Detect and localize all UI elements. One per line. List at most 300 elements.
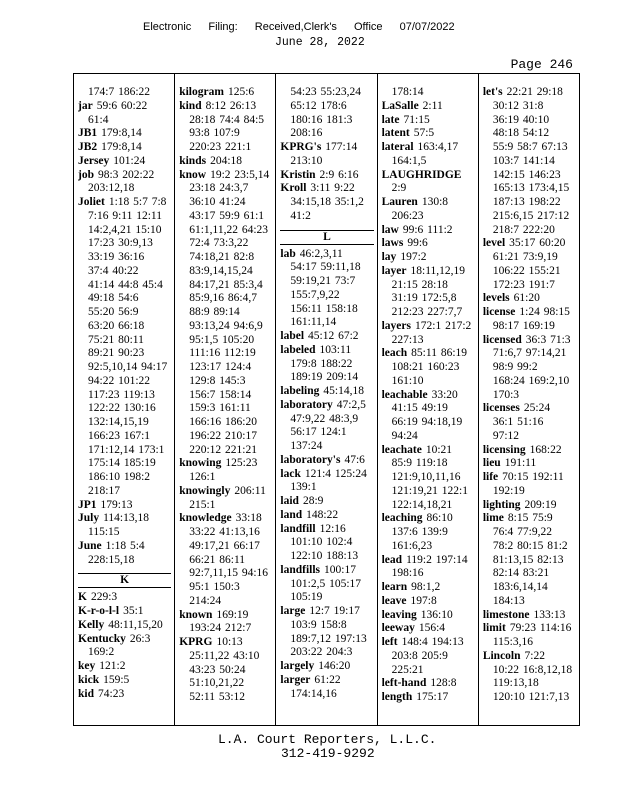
index-entry-continuation [280,155,373,169]
page-line-refs: 82:14 83:21 [492,567,550,580]
index-entry [483,622,576,636]
page-line-refs: 206:23 [391,209,424,222]
page-line-refs: 10:13 [216,636,243,648]
page-line-refs: 179:8 188:22 [290,357,353,370]
index-entry-continuation [179,595,272,609]
page-line-refs: 169:2 [88,646,115,659]
index-term: landfills [280,563,321,576]
index-term: knowingly [179,484,231,497]
index-entry [179,512,272,526]
index-entry-continuation [78,526,171,540]
page-line-refs: 114:13,18 [103,512,149,525]
index-column-1 [74,74,174,725]
index-term: July [78,512,100,525]
page-line-refs: 41:14 44:8 45:4 [88,278,163,291]
page-line-refs: 192:19 [492,484,525,497]
index-entry-continuation [280,196,373,210]
page-line-refs: 179:13 [100,498,133,511]
index-entry-continuation [382,334,475,348]
index-term: Jersey [78,154,110,167]
page-number: Page 246 [510,57,573,72]
page-line-refs: 229:3 [90,591,118,604]
index-entry-continuation [78,485,171,499]
index-entry [78,605,171,619]
footer-company: L.A. Court Reporters, L.L.C. [218,732,437,747]
page-line-refs: 137:24 [290,440,323,452]
index-entry-continuation [483,375,576,389]
index-term: latent [381,127,410,140]
index-entry-continuation [78,279,171,293]
page-line-refs: 36:1 51:16 [492,416,544,428]
page-line-refs: 7:16 9:11 12:11 [88,209,162,222]
index-term: licenses [482,402,520,415]
index-entry-continuation [78,251,171,265]
index-entry-continuation [179,320,272,334]
index-entry-continuation [179,430,272,444]
index-entry-continuation [179,265,272,279]
index-entry-continuation [382,402,475,416]
page-line-refs: 45:14,18 [323,385,364,397]
page-line-refs: 108:21 160:23 [391,361,460,373]
page-line-refs: 34:15,18 35:1,2 [290,196,364,208]
index-term: lieu [482,457,501,470]
index-entry [483,457,576,471]
page-line-refs: 95:1,5 105:20 [189,333,255,346]
index-entry [382,114,475,128]
index-entry [382,196,475,210]
page-line-refs: 203:22 204:3 [290,646,353,659]
page-line-refs: 121:9,10,11,16 [391,471,461,483]
page-line-refs: 175:14 185:19 [88,457,156,470]
page-line-refs: 92:5,10,14 94:17 [88,361,168,373]
index-entry-continuation [382,375,475,389]
page-line-refs: 45:12 67:2 [308,330,359,342]
page-line-refs: 196:22 210:17 [189,429,257,442]
page-line-refs: 93:8 107:9 [189,127,240,140]
index-entry-continuation [483,526,576,540]
index-term: Kelly [78,618,105,631]
page-line-refs: 171:12,14 173:1 [88,443,165,456]
page-line-refs: 8:12 26:13 [205,99,257,112]
page-line-refs: 117:23 119:13 [88,388,155,401]
page-line-refs: 206:11 [234,484,266,497]
index-entry [280,344,373,358]
index-entry-continuation [78,554,171,568]
letter-heading: L [280,230,373,245]
index-entry-continuation [179,622,272,636]
index-entry [280,509,373,523]
index-entry-continuation [179,540,272,554]
page-line-refs: 139:1 [290,481,317,494]
index-entry [483,402,576,416]
index-term: lime [482,512,504,525]
page-line-refs: 103:9 158:8 [290,618,347,631]
page-line-refs: 78:2 80:15 81:2 [492,539,568,552]
page-line-refs: 122:22 130:16 [88,402,156,415]
index-entry-continuation [280,550,373,564]
index-term: layers [381,319,411,332]
index-term: law [381,223,399,236]
index-entry-continuation [179,182,272,196]
index-entry-continuation [483,485,576,499]
page-line-refs: 49:17,21 66:17 [189,539,260,552]
index-term: leaving [381,608,417,621]
index-entry-continuation [382,650,475,664]
page-line-refs: 99:6 [407,237,428,250]
page-line-refs: 218:7 222:20 [492,223,555,236]
index-term: know [179,168,207,181]
page-line-refs: 103:7 141:14 [492,154,555,167]
page-line-refs: 26:3 [129,632,151,645]
page-line-refs: 94:22 101:22 [88,374,151,387]
index-entry-continuation [483,182,576,196]
page-line-refs: 66:21 86:11 [189,553,246,566]
index-entry [483,512,576,526]
index-term: known [179,608,213,621]
page-line-refs: 177:14 [325,141,358,153]
index-entry-continuation [280,371,373,385]
index-term: levels [482,292,510,305]
page-line-refs: 161:6,23 [391,539,433,552]
index-entry [483,306,576,320]
page-line-refs: 48:11,15,20 [108,618,163,631]
index-term: knowing [179,457,222,470]
index-term: licensing [482,443,526,456]
index-term: laws [381,237,404,250]
page-line-refs: 186:10 198:2 [88,471,151,483]
page-line-refs: 209:19 [524,498,557,511]
page-line-refs: 86:10 [426,512,453,525]
page-line-refs: 2:9 6:16 [319,168,359,181]
index-entry-continuation [483,114,576,128]
index-entry-continuation [382,485,475,499]
index-entry [280,454,373,468]
index-term: K [78,591,87,604]
index-entry [280,330,373,344]
index-term: lead [381,553,403,566]
page-line-refs: 220:23 221:1 [189,141,252,153]
page-line-refs: 8:15 75:9 [507,512,553,525]
index-entry [280,523,373,537]
page-line-refs: 36:3 71:3 [525,333,571,346]
page-line-refs: 218:17 [88,484,120,497]
page-line-refs: 1:18 5:7 7:8 [108,196,167,208]
page-line-refs: 191:11 [504,457,537,470]
index-entry [78,619,171,633]
index-term: late [381,113,400,126]
index-entry-continuation [78,334,171,348]
index-entry-continuation [179,347,272,361]
index-entry [78,499,171,513]
index-entry-continuation [483,664,576,678]
page-line-refs: 97:12 [492,429,520,442]
index-term: landfill [280,522,316,535]
index-entry-continuation [78,265,171,279]
page-line-refs: 98:9 99:2 [492,361,538,373]
index-entry-continuation [78,471,171,485]
page-line-refs: 25:24 [523,402,551,415]
page-line-refs: 10:21 [425,443,453,456]
index-entry-continuation [382,306,475,320]
index-entry-continuation [179,237,272,251]
page-line-refs: 106:22 155:21 [492,264,561,277]
page-line-refs: 122:10 188:13 [290,550,359,562]
index-entry-continuation [179,402,272,416]
index-term: June [78,539,102,552]
index-term: lighting [482,498,521,511]
index-entry-continuation [483,251,576,265]
page-line-refs: 98:3 202:22 [97,168,155,181]
index-term: license [482,306,516,318]
index-entry-continuation [280,303,373,317]
page-line-refs: 59:19,21 73:7 [290,275,356,287]
page-line-refs: 172:1 217:2 [415,319,472,332]
index-entry [280,495,373,509]
page-line-refs: 128:8 [430,677,457,690]
index-entry-continuation [280,289,373,303]
index-term: Lauren [381,196,418,208]
index-entry-continuation [483,155,576,169]
page-line-refs: 121:4 125:24 [304,467,367,480]
index-entry [483,609,576,623]
page-line-refs: 14:2,4,21 15:10 [88,223,162,236]
page-line-refs: 33:19 36:16 [88,251,145,263]
page-line-refs: 175:17 [416,691,449,703]
page-line-refs: 41:2 [290,209,311,222]
page-line-refs: 85:11 86:19 [411,347,468,360]
page-line-refs: 100:17 [324,563,356,576]
index-entry [382,224,475,238]
index-entry-continuation [78,430,171,444]
page-line-refs: 125:6 [227,86,255,98]
index-entry-continuation [280,619,373,633]
index-term: learn [381,581,408,593]
page-line-refs: 165:13 173:4,15 [492,182,570,195]
index-entry-continuation [280,261,373,275]
page-line-refs: 220:12 221:21 [189,443,257,456]
index-entry-continuation [179,526,272,540]
index-entry-continuation [179,471,272,485]
page-line-refs: 66:19 94:18,19 [391,416,463,428]
index-term: laboratory [280,398,333,411]
index-column-4 [377,74,478,725]
page-line-refs: 183:6,14,14 [492,581,548,593]
page-line-refs: 55:20 56:9 [88,306,139,318]
page-line-refs: 79:23 114:16 [509,622,572,635]
page-line-refs: 178:14 [391,86,424,98]
index-term: labeling [280,385,320,397]
page-line-refs: 85:9,16 86:4,7 [189,292,257,305]
index-entry-continuation [179,334,272,348]
index-entry-continuation [78,306,171,320]
index-entry-continuation [78,182,171,196]
page-line-refs: 47:2,5 [336,398,366,411]
index-term: larger [280,673,311,686]
index-term: let's [482,86,503,98]
page-line-refs: 228:15,18 [88,553,135,566]
page-line-refs: 36:19 40:10 [492,113,550,126]
index-entry-continuation [280,481,373,495]
page-line-refs: 203:12,18 [88,182,135,195]
page-line-refs: 54:17 59:11,18 [290,261,361,274]
index-entry [78,540,171,554]
page-line-refs: 3:11 9:22 [310,182,355,195]
page-line-refs: 115:3,16 [492,636,533,648]
page-line-refs: 161:10 [391,374,424,387]
page-line-refs: 214:24 [189,594,222,607]
page-line-refs: 159:3 161:11 [189,402,251,415]
index-entry [280,564,373,578]
page-line-refs: 61:1,11,22 64:23 [189,223,269,236]
page-line-refs: 132:14,15,19 [88,416,149,428]
index-entry-continuation [280,591,373,605]
index-entry [382,265,475,279]
index-term: knowledge [179,512,232,525]
page-line-refs: 170:3 [492,388,520,401]
page-line-refs: 163:4,17 [417,141,459,153]
index-term: lab [280,247,296,260]
index-entry-continuation [382,540,475,554]
page-line-refs: 71:6,7 97:14,21 [492,347,567,360]
index-column-5 [478,74,579,725]
page-line-refs: 121:2 [99,660,126,672]
index-entry-continuation [179,691,272,705]
index-term: KPRG's [280,141,322,153]
footer-phone: 312-419-9292 [281,746,375,761]
index-term: Kroll [280,182,307,195]
index-entry-continuation [483,361,576,375]
page-line-refs: 74:23 [98,687,125,700]
index-entry [483,499,576,513]
index-entry [78,196,171,210]
index-entry-continuation [483,100,576,114]
page-line-refs: 36:10 41:24 [189,196,246,208]
index-entry [382,347,475,361]
page-line-refs: 142:15 146:23 [492,168,561,181]
page-line-refs: 43:23 50:24 [189,663,246,676]
index-entry-continuation [382,499,475,513]
index-entry-continuation [382,182,475,196]
page-line-refs: 59:6 60:22 [96,99,148,112]
index-entry-continuation [78,646,171,660]
index-entry-continuation [280,646,373,660]
index-entry-continuation [78,347,171,361]
page-line-refs: 166:16 186:20 [189,416,257,428]
page-line-refs: 103:11 [319,343,352,356]
page-line-refs: 2:9 [391,182,407,195]
index-entry [382,677,475,691]
index-entry [483,471,576,485]
page-line-refs: 1:18 5:4 [105,539,145,552]
index-entry-continuation [179,196,272,210]
index-term: lay [381,251,397,263]
page-line-refs: 119:13,18 [492,677,539,690]
index-entry-continuation [78,457,171,471]
index-entry [382,127,475,141]
page-line-refs: 75:21 80:11 [88,333,144,346]
page-line-refs: 28:9 [302,495,324,507]
page-line-refs: 198:16 [391,567,424,580]
index-term: KPRG [179,636,213,648]
page-line-refs: 98:1,2 [411,581,441,593]
page-line-refs: 81:13,15 82:13 [492,553,564,566]
page-line-refs: 180:16 181:3 [290,113,353,126]
page-line-refs: 203:8 205:9 [391,649,448,662]
index-entry-continuation [483,389,576,403]
page-line-refs: 120:10 121:7,13 [492,691,570,703]
index-entry [382,554,475,568]
page-line-refs: 30:12 31:8 [492,99,544,112]
index-term: leachable [381,388,428,401]
index-entry-continuation [179,210,272,224]
page-line-refs: 55:9 58:7 67:13 [492,141,568,153]
page-line-refs: 193:24 212:7 [189,622,252,635]
index-term: lack [280,467,301,480]
index-term: JB2 [78,141,98,153]
index-column-3 [275,74,376,725]
index-entry-continuation [483,581,576,595]
index-term: left-hand [381,677,427,690]
index-entry-continuation [280,578,373,592]
page-line-refs: 174:14,16 [290,687,337,700]
page-line-refs: 10:22 16:8,12,18 [492,663,573,676]
index-entry-continuation [382,155,475,169]
page-line-refs: 41:15 49:19 [391,402,448,415]
index-entry-continuation [179,499,272,513]
index-entry [280,169,373,183]
index-entry-continuation [382,526,475,540]
page-line-refs: 93:13,24 94:6,9 [189,319,263,332]
page-line-refs: 174:7 186:22 [88,86,151,98]
index-term: lateral [381,141,414,153]
index-entry-continuation [483,416,576,430]
index-term: layer [381,264,407,277]
index-entry [179,155,272,169]
index-term: LaSalle [381,99,419,112]
index-entry-continuation [179,251,272,265]
page-line-refs: 172:23 191:7 [492,278,555,291]
index-entry-continuation [280,100,373,114]
page-line-refs: 61:20 [513,292,540,305]
page-line-refs: 166:23 167:1 [88,429,151,442]
index-entry-continuation [483,677,576,691]
page-line-refs: 47:6 [344,453,365,466]
page-line-refs: 35:17 60:20 [509,237,566,250]
index-entry-continuation [280,536,373,550]
page-line-refs: 74:18,21 82:8 [189,251,255,263]
page-line-refs: 47:9,22 48:3,9 [290,412,359,425]
page-line-refs: 115:15 [88,526,120,538]
index-entry-continuation [483,554,576,568]
index-entry [382,609,475,623]
index-entry-continuation [179,444,272,458]
index-term: leaching [381,512,423,525]
index-entry-continuation [78,86,171,100]
index-entry-continuation [179,567,272,581]
index-term: laboratory's [280,453,341,466]
index-entry-continuation [280,633,373,647]
index-term: kid [78,687,94,700]
page-line-refs: 19:2 23:5,14 [210,168,270,181]
page-line-refs: 156:4 [418,622,446,635]
index-entry [179,636,272,650]
index-entry [280,385,373,399]
index-entry [78,674,171,688]
index-term: land [280,508,303,521]
index-entry [179,609,272,623]
page-line-refs: 169:19 [216,608,249,621]
page-line-refs: 146:20 [318,660,351,672]
